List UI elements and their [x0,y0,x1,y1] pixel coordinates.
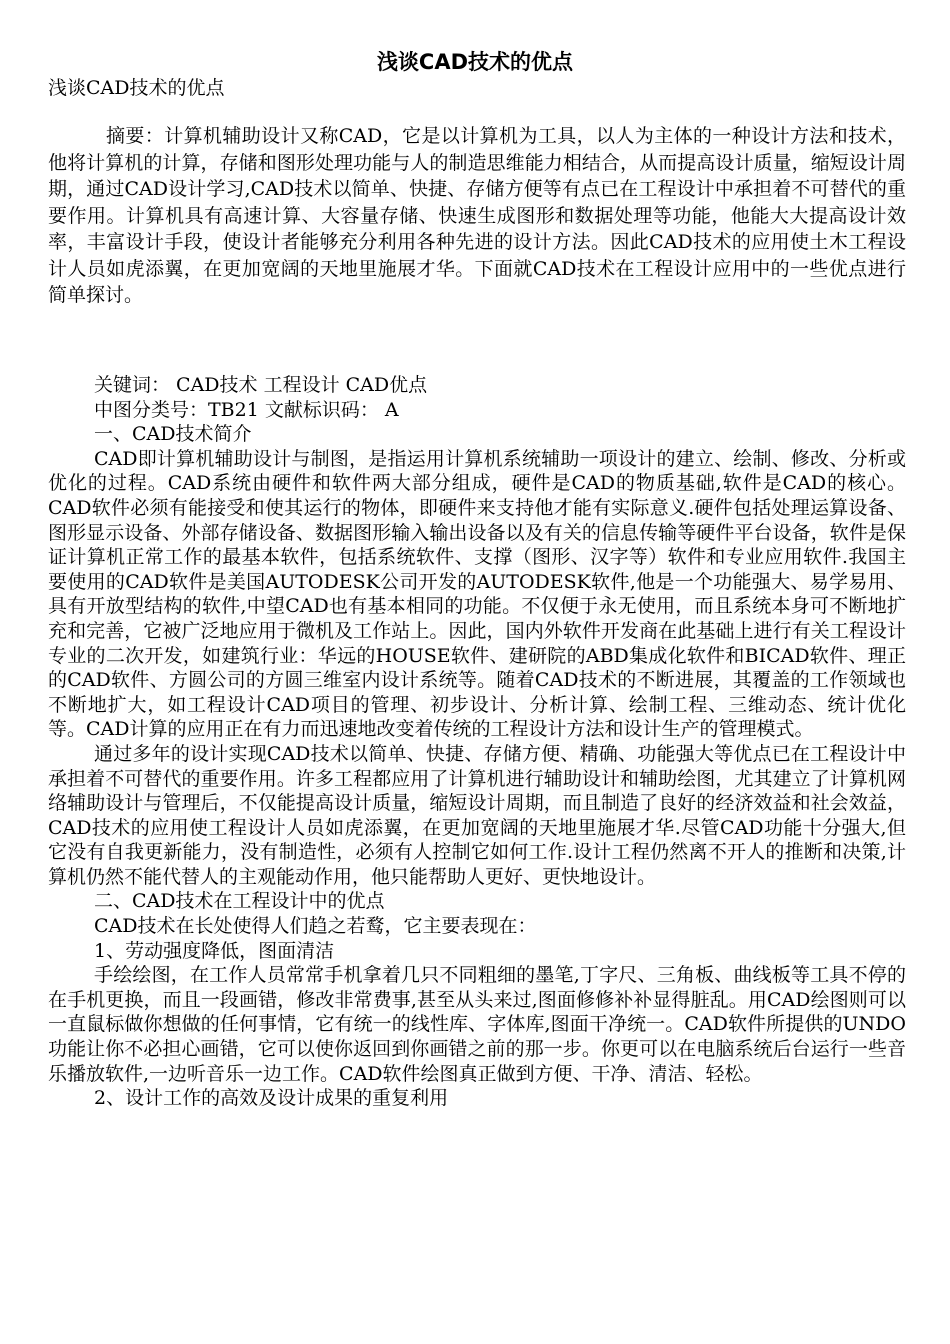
section-1-paragraph-2: 通过多年的设计实现CAD技术以简单、快捷、存储方便、精确、功能强大等优点已在工程设计中承担着不可替代的重要作用。许多工程都应用了计算机进行辅助设计和辅助绘图，尤其建立了计算机网络辅助设计与管理后，不仅能提高设计质量，缩短设计周期，而且制造了良好的经济效益和社会效益，CAD技术的应用使工程设计人员如虎添翼，在更加宽阔的天地里施展才华.尽管CAD功能十分强大,但它没有自我更新能力，没有制造性，必须有人控制它如何工作.设计工程仍然离不开人的推断和决策,计算机仍然不能代替人的主观能动作用，他只能帮助人更好、更快地设计。 [48,742,906,888]
point-1-paragraph: 手绘绘图，在工作人员常常手机拿着几只不同粗细的墨笔,丁字尺、三角板、曲线板等工具不停的在手机更换，而且一段画错，修改非常费事,甚至从头来过,图面修修补补显得脏乱。用CAD绘图则可以一直鼠标做你想做的任何事情，它有统一的线性库、字体库,图面干净统一。CAD软件所提供的UNDO功能让你不必担心画错，它可以使你返回到你画错之前的那一步。你更可以在电脑系统后台运行一些音乐播放软件,一边听音乐一边工作。CAD软件绘图真正做到方便、干净、清洁、轻松。 [48,964,906,1085]
section-2-heading: 二、CAD技术在工程设计中的优点 [94,890,385,913]
keywords-line: 关键词： CAD技术 工程设计 CAD优点 [94,374,428,396]
point-1-heading: 1、劳动强度降低，图面清洁 [94,939,335,962]
section-2-intro: CAD技术在长处使得人们趋之若鹜，它主要表现在： [94,915,537,938]
abstract-paragraph: 摘要：计算机辅助设计又称CAD，它是以计算机为工具，以人为主体的一种设计方法和技术，他将计算机的计算，存储和图形处理功能与人的制造思维能力相结合，从而提高设计质量，缩短设计周期，通过CAD设计学习,CAD技术以简单、快捷、存储方便等有点已在工程设计中承担着不可替代的重要作用。计算机具有高速计算、大容量存储、快速生成图形和数据处理等功能，他能大大提高设计效率，丰富设计手段，使设计者能够充分利用各种先进的设计方法。因此CAD技术的应用使土木工程设计人员如虎添翼，在更加宽阔的天地里施展才华。下面就CAD技术在工程设计应用中的一些优点进行简单探讨。 [48,125,906,306]
classification-line: 中图分类号：TB21 文献标识码： A [94,398,399,421]
section-1-heading: 一、CAD技术简介 [94,423,252,446]
document-body [48,373,906,1111]
document-title: 浅谈CAD技术的优点 [376,50,574,74]
section-1-paragraph-1: CAD即计算机辅助设计与制图，是指运用计算机系统辅助一项设计的建立、绘制、修改、分析或优化的过程。CAD系统由硬件和软件两大部分组成，硬件是CAD的物质基础,软件是CAD的核心。CAD软件必须有能接受和使其运行的物体，即硬件来支持他才能有实际意义.硬件包括处理运算设备、图形显示设备、外部存储设备、数据图形输入输出设备以及有关的信息传输等硬件平台设备，软件是保证计算机正常工作的最基本软件，包括系统软件、支撑（图形、汉字等）软件和专业应用软件.我国主要使用的CAD软件是美国AUTODESK公司开发的AUTODESK软件,他是一个功能强大、易学易用、具有开放型结构的软件,中望CAD也有基本相同的功能。不仅便于永无使用，而且系统本身可不断地扩充和完善，它被广泛地应用于微机及工作站上。因此，国内外软件开发商在此基础上进行有关工程设计专业的二次开发，如建筑行业：华远的HOUSE软件、建研院的ABD集成化软件和BICAD软件、理正的CAD软件、方圆公司的方圆三维室内设计系统等。随着CAD技术的不断进展，其覆盖的工作领域也不断地扩大，如工程设计CAD项目的管理、初步设计、分析计算、绘制工程、三维动态、统计优化等。CAD计算的应用正在有力而迅速地改变着传统的工程设计方法和设计生产的管理模式。 [48,447,906,741]
point-2-heading: 2、设计工作的高效及设计成果的重复利用 [94,1087,449,1110]
document-subtitle: 浅谈CAD技术的优点 [48,77,225,99]
